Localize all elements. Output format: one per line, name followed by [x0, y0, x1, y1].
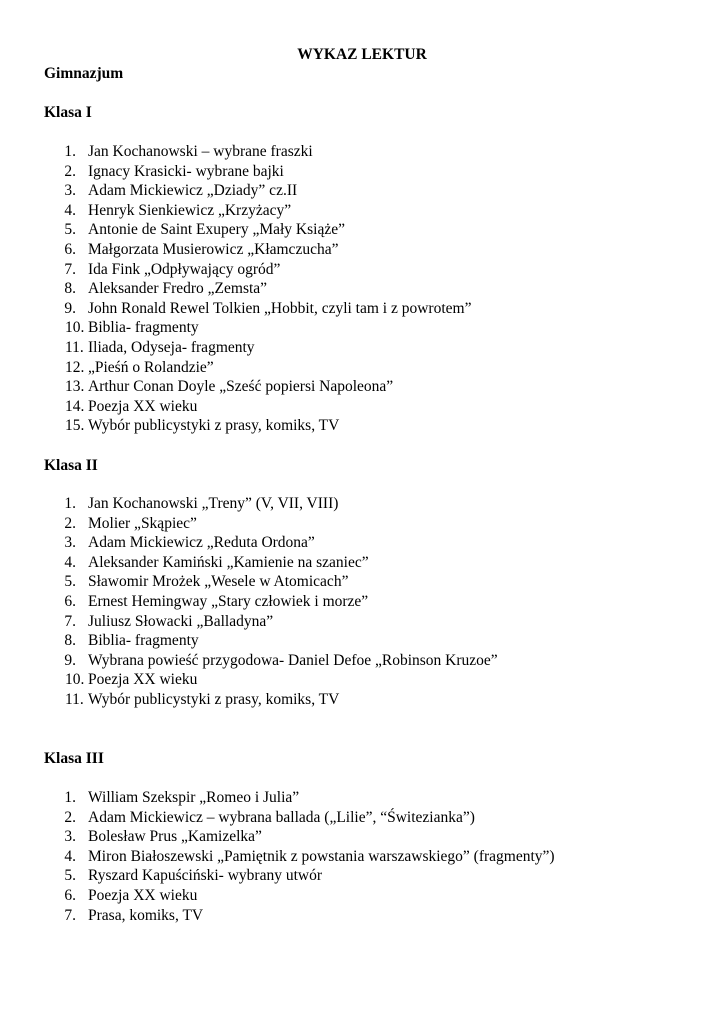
list-item-number: 9.: [64, 651, 76, 669]
list-item-number: 8.: [64, 632, 76, 650]
list-item-number: 10.: [65, 319, 85, 337]
list-item-number: 4.: [64, 553, 76, 571]
list-item-number: 4.: [64, 847, 76, 865]
class-heading-3: Klasa III: [44, 750, 104, 767]
list-item-text: Molier „Skąpiec”: [88, 514, 197, 532]
list-item-number: 11.: [65, 690, 84, 708]
list-item: [44, 670, 198, 690]
list-item-number: 8.: [64, 280, 76, 298]
list-item-text: Adam Mickiewicz – wybrana ballada („Lilie”, “Świtezianka”): [88, 808, 475, 826]
list-item-text: Wybór publicystyki z prasy, komiks, TV: [88, 690, 340, 708]
list-item-number: 9.: [64, 299, 76, 317]
list-item: [44, 592, 369, 612]
list-item: [44, 827, 262, 847]
list-item-number: 5.: [64, 221, 76, 239]
list-item-number: 3.: [64, 534, 76, 552]
list-item-number: 7.: [64, 260, 76, 278]
list-item-text: Ignacy Krasicki- wybrane bajki: [88, 162, 284, 180]
list-item-number: 7.: [64, 906, 76, 924]
list-item: [44, 377, 394, 397]
list-item-number: 13.: [65, 378, 85, 396]
list-item-text: Poezja XX wieku: [88, 886, 198, 904]
list-item-text: Ida Fink „Odpływający ogród”: [88, 260, 281, 278]
list-item-text: Ernest Hemingway „Stary człowiek i morze”: [88, 592, 369, 610]
list-item-number: 15.: [65, 417, 85, 435]
list-item: [44, 572, 349, 592]
reading-list-class-1: [44, 142, 472, 436]
list-item-text: Prasa, komiks, TV: [88, 906, 204, 924]
list-item: [44, 808, 475, 828]
list-item-number: 14.: [65, 397, 85, 415]
list-item-number: 5.: [64, 867, 76, 885]
list-item: [44, 338, 255, 358]
list-item: [44, 220, 345, 240]
list-item: [44, 866, 322, 886]
list-item: [44, 279, 268, 299]
list-item: [44, 181, 298, 201]
list-item: [44, 358, 214, 378]
list-item: [44, 533, 315, 553]
list-item: [44, 631, 199, 651]
list-item-number: 6.: [64, 592, 76, 610]
list-item-text: Jan Kochanowski – wybrane fraszki: [88, 143, 313, 160]
list-item: [44, 318, 199, 338]
list-item-number: 2.: [64, 808, 76, 826]
list-item-number: 12.: [65, 358, 85, 376]
list-item-number: 11.: [65, 338, 84, 356]
list-item-number: 3.: [64, 828, 76, 846]
list-item: [44, 299, 472, 319]
list-item-text: Poezja XX wieku: [88, 397, 198, 415]
list-item-text: Juliusz Słowacki „Balladyna”: [88, 612, 274, 630]
list-item: [44, 886, 198, 906]
list-item-text: „Pieśń o Rolandzie”: [88, 358, 214, 376]
list-item: [44, 162, 284, 182]
list-item-number: 3.: [64, 182, 76, 200]
list-item: [44, 847, 555, 867]
list-item: [44, 612, 274, 632]
list-item-number: 1.: [64, 495, 76, 512]
list-item: [44, 690, 340, 710]
list-item-number: 6.: [64, 886, 76, 904]
list-item-text: Sławomir Mrożek „Wesele w Atomicach”: [88, 573, 349, 591]
list-item-text: Jan Kochanowski „Treny” (V, VII, VIII): [88, 495, 339, 512]
list-item-text: Iliada, Odyseja- fragmenty: [88, 338, 255, 356]
list-item-text: Bolesław Prus „Kamizelka”: [88, 828, 262, 846]
list-item-text: Ryszard Kapuściński- wybrany utwór: [88, 867, 322, 885]
list-item-text: John Ronald Rewel Tolkien „Hobbit, czyli tam i z powrotem”: [88, 299, 472, 317]
list-item-text: Poezja XX wieku: [88, 671, 198, 689]
list-item-text: Henryk Sienkiewicz „Krzyżacy”: [88, 201, 292, 219]
list-item: [44, 142, 313, 162]
list-item: [44, 201, 292, 221]
list-item-text: Aleksander Kamiński „Kamienie na szaniec”: [88, 553, 369, 571]
list-item: [44, 240, 339, 260]
list-item-text: Adam Mickiewicz „Dziady” cz.II: [88, 182, 298, 200]
list-item-text: Małgorzata Musierowicz „Kłamczucha”: [88, 240, 339, 258]
list-item: [44, 553, 369, 573]
list-item: [44, 260, 281, 280]
list-item-text: Wybrana powieść przygodowa- Daniel Defoe „Robinson Kruzoe”: [88, 651, 498, 669]
list-item-text: Biblia- fragmenty: [88, 632, 199, 650]
class-heading-1: Klasa I: [44, 104, 92, 121]
list-item-text: Wybór publicystyki z prasy, komiks, TV: [88, 417, 340, 435]
list-item: [44, 788, 300, 808]
list-item-text: Aleksander Fredro „Zemsta”: [88, 280, 268, 298]
list-item: [44, 651, 498, 671]
list-item: [44, 416, 340, 436]
class-heading-2: Klasa II: [44, 457, 98, 474]
list-item-number: 1.: [64, 789, 76, 806]
list-item-number: 10.: [65, 671, 85, 689]
list-item-number: 2.: [64, 162, 76, 180]
document-title: WYKAZ LEKTUR: [297, 46, 427, 63]
list-item-text: Adam Mickiewicz „Reduta Ordona”: [88, 534, 315, 552]
list-item: [44, 906, 204, 926]
school-level-heading: Gimnazjum: [44, 65, 124, 82]
list-item: [44, 494, 339, 514]
list-item-text: Biblia- fragmenty: [88, 319, 199, 337]
list-item-number: 6.: [64, 240, 76, 258]
list-item-number: 2.: [64, 514, 76, 532]
list-item-number: 4.: [64, 201, 76, 219]
list-item-number: 5.: [64, 573, 76, 591]
list-item-text: Arthur Conan Doyle „Sześć popiersi Napoleona”: [88, 378, 394, 396]
list-item: [44, 397, 198, 417]
list-item-text: William Szekspir „Romeo i Julia”: [88, 789, 300, 806]
list-item: [44, 514, 197, 534]
list-item-text: Antonie de Saint Exupery „Mały Książe”: [88, 221, 345, 239]
list-item-text: Miron Białoszewski „Pamiętnik z powstania warszawskiego” (fragmenty”): [88, 847, 555, 865]
list-item-number: 1.: [64, 143, 76, 160]
reading-list-class-3: [44, 788, 555, 925]
reading-list-class-2: [44, 494, 498, 710]
list-item-number: 7.: [64, 612, 76, 630]
